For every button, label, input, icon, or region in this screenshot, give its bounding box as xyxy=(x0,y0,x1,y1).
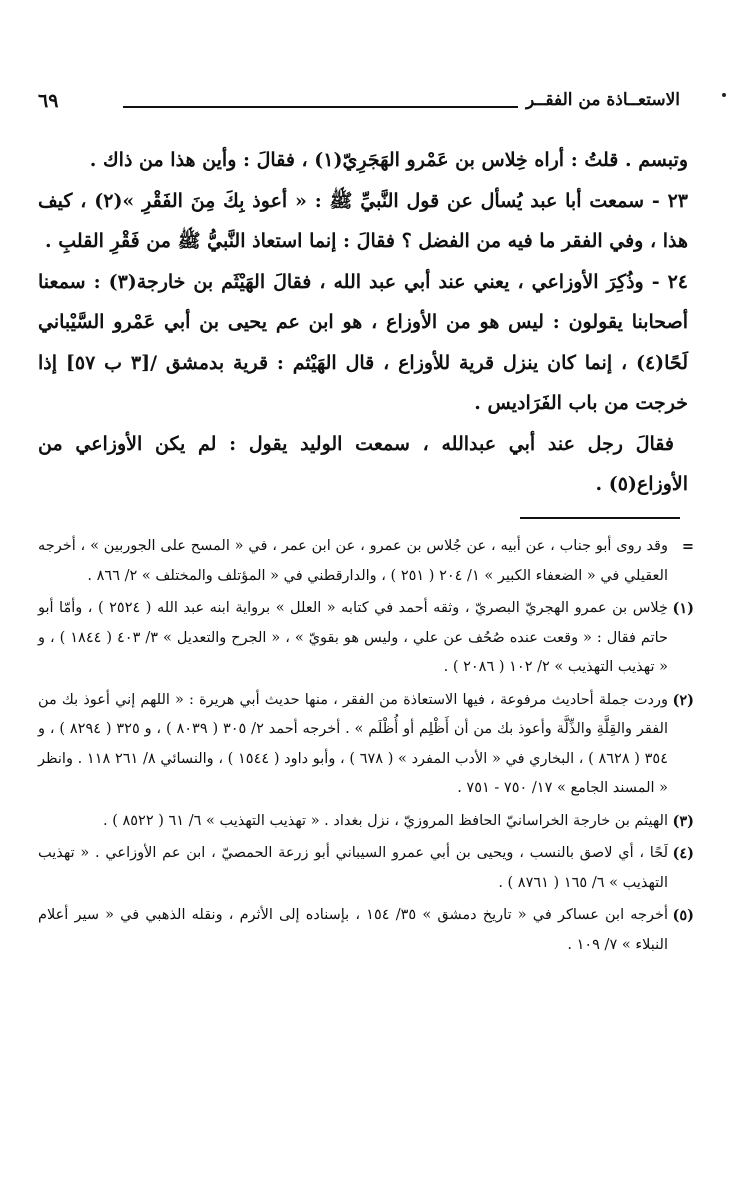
scan-dot xyxy=(722,93,726,97)
footnote-text: الهيثم بن خارجة الخراسانيّ الحافظ المروزيّ ، نزل بغداد . « تهذيب التهذيب » ٦/ ٦١ ( ٨٥٢٢ ) . xyxy=(102,812,668,829)
footnote-divider xyxy=(520,517,680,519)
footnote-text: خِلاس بن عمرو الهجريّ البصريّ ، وثقه أحمد في كتابه « العلل » برواية ابنه عبد الله ( ٢٥٢٤ ) ، وأمّا أبو حاتم فقال : « وقعت عنده صُحُف عن علي ، وليس هو بقويّ » ، « الجرح والتعديل » ٣/ ٤٠٣ ( ١٨٤٤ ) ، و « تهذيب التهذيب » ٢/ ١٠٢ ( ٢٠٨٦ ) . xyxy=(38,600,669,675)
main-paragraph-4: فقالَ رجل عند أبي عبدالله ، سمعت الوليد يقول : لم يكن الأوزاعي من الأوزاع(٥) . xyxy=(38,432,688,495)
footnote-text: وقد روى أبو جناب ، عن أبيه ، عن جُلاس بن عمرو ، عن ابن عمر ، في « المسح على الجوربين » ، أخرجه العقيلي في « الضعفاء الكبير » ١/ ٢٠٤ ( ٢٥١ ) ، والدارقطني في « المؤتلف والمختلف » ٢/ ٨٦٦ . xyxy=(38,538,668,584)
running-title: الاستعــاذة من الفقــر xyxy=(526,90,680,110)
footnote-marker: = xyxy=(681,538,694,555)
main-paragraph-1: وتبسم . قلتُ : أراه خِلاس بن عَمْرو الهَجَرِيّ(١) ، فقالَ : وأين هذا من ذاك . xyxy=(89,149,688,171)
footnote-continued xyxy=(38,532,694,591)
footnote-1 xyxy=(38,594,694,683)
main-text xyxy=(38,140,688,505)
footnote-text: وردت جملة أحاديث مرفوعة ، فيها الاستعاذة من الفقر ، منها حديث أبي هريرة : « اللهم إني أعوذ بك من الفقر والقِلَّةِ والذِّلَّة وأعوذ بك من أن أَظْلِم أو أُظْلَم » . أخرجه أحمد ٢/ ٣٠٥ ( ٨٠٣٩ ) ، و ٣٢٥ ( ٨٢٩٤ ) ، و ٣٥٤ ( ٨٦٢٨ ) ، البخاري في « الأدب المفرد » ( ٦٧٨ ) ، وأبو داود ( ١٥٤٤ ) ، والنسائي ٨/ ٢٦١ ١١٨ . وانظر « المسند الجامع » ١٧/ ٧٥٠ - ٧٥١ . xyxy=(38,691,669,796)
header-rule xyxy=(123,106,518,108)
footnote-2 xyxy=(38,686,694,804)
footnote-marker: (١) xyxy=(672,600,694,617)
footnote-marker: (٤) xyxy=(672,845,694,862)
footnote-marker: (٢) xyxy=(672,691,694,709)
main-paragraph-24: ٢٤ - وذُكِرَ الأوزاعي ، يعني عند أبي عبد الله ، فقالَ الهَيْثَم بن خارجة(٣) : سمعنا أصحابنا يقولون : ليس هو من الأوزاع ، هو ابن عم يحيى بن أبي عَمْرو السَّيْباني لَحًا(٤) ، إنما كان ينزل قرية للأوزاع ، قال الهَيْثم : قرية بدمشق /[٣ ب ٥٧] إذا خرجت من باب الفَرَاديس . xyxy=(38,270,688,414)
footnote-text: أخرجه ابن عساكر في « تاريخ دمشق » ٣٥/ ١٥٤ ، بإسناده إلى الأثرم ، ونقله الذهبي في « سير أعلام النبلاء » ٧/ ١٠٩ . xyxy=(38,907,668,953)
footnote-text: لَحًا ، أي لاصق بالنسب ، ويحيى بن أبي عمرو السيباني أبو زرعة الحمصيّ ، ابن عم الأوزاعي . « تهذيب التهذيب » ٦/ ١٦٥ ( ٨٧٦١ ) . xyxy=(38,845,668,891)
main-paragraph-23: ٢٣ - سمعت أبا عبد يُسأل عن قول النَّبيِّ ﷺ : « أعوذ بِكَ مِنَ الفَقْرِ »(٢) ، كيف هذا ، وفي الفقر ما فيه من الفضل ؟ فقالَ : إنما استعاذ النَّبيُّ ﷺ من فَقْرِ القلبِ . xyxy=(38,189,688,252)
footnote-5 xyxy=(38,901,694,960)
footnote-4 xyxy=(38,839,694,898)
footnote-3 xyxy=(38,807,694,837)
page-header xyxy=(38,90,680,122)
footnotes xyxy=(38,532,694,963)
footnote-marker: (٣) xyxy=(672,812,694,830)
footnote-marker: (٥) xyxy=(672,907,694,924)
page-number: ٦٩ xyxy=(38,90,59,112)
